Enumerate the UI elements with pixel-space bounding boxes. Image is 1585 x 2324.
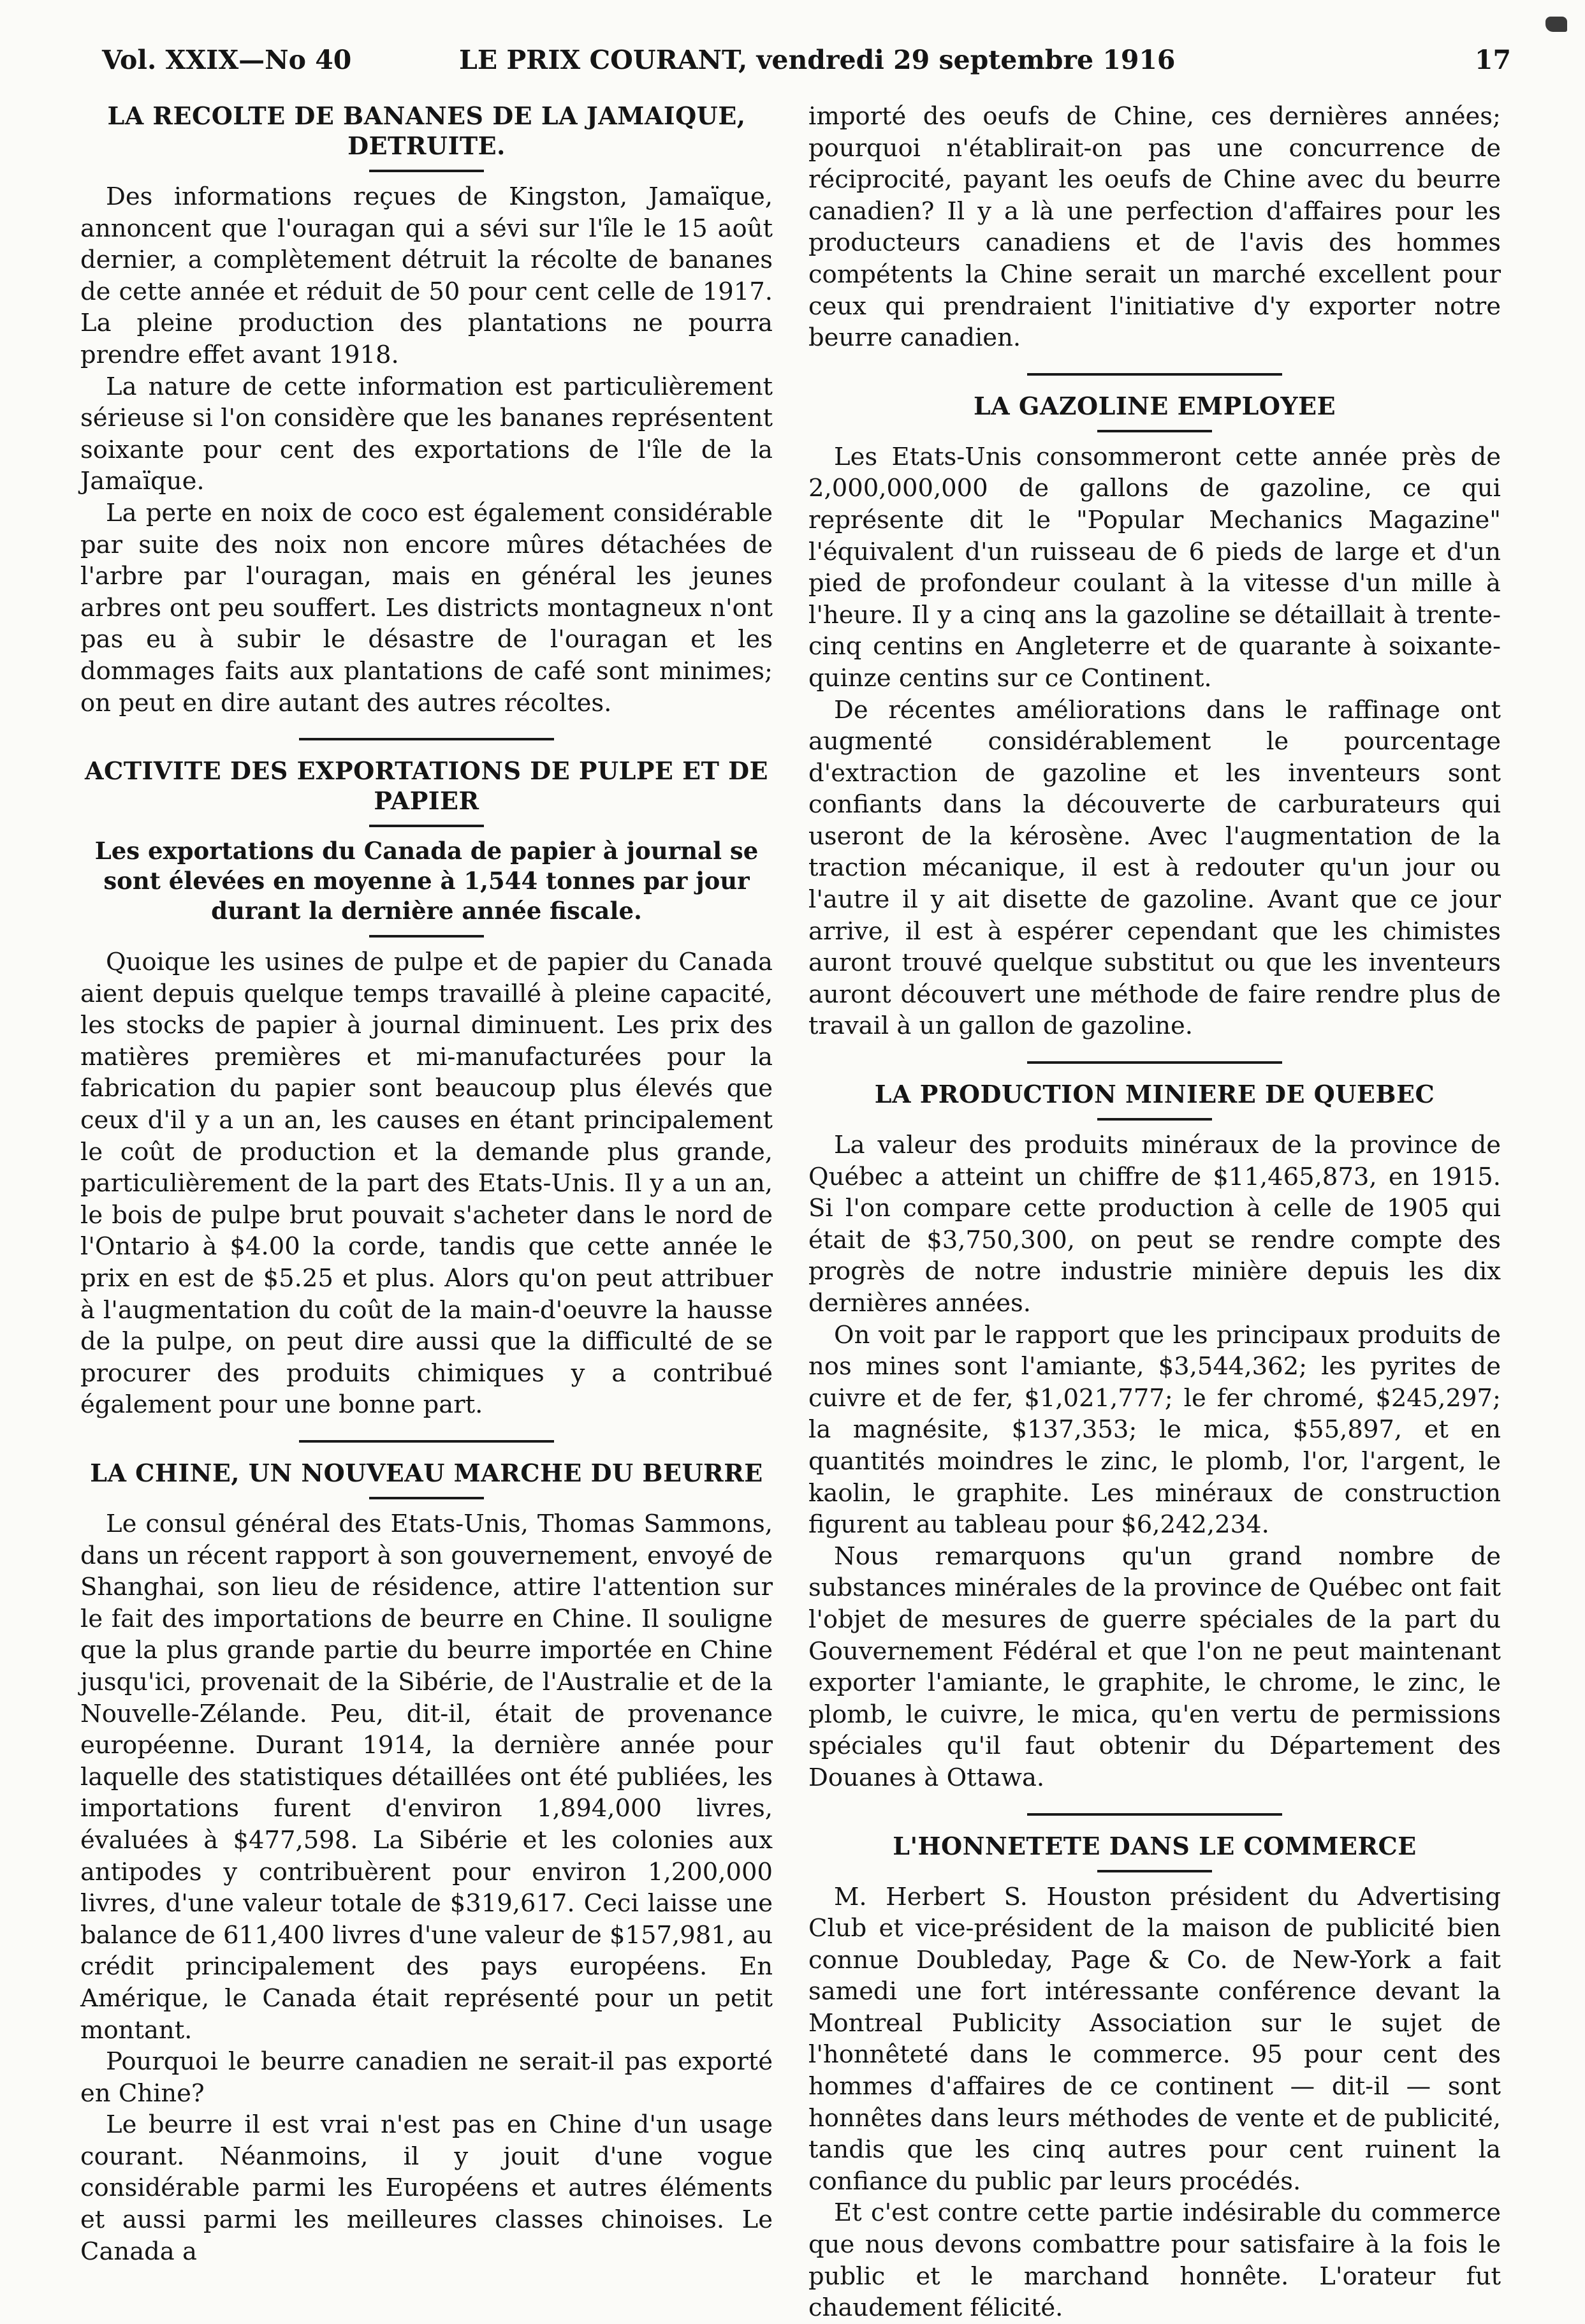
paragraph: On voit par le rapport que les principaux produits de nos mines sont l'amiante, $3,544,362; les pyrites de cuivre et de fer, $1,021,777; le fer chromé, $245,297; la magnésite, $137,353; le mica, $55,897, et en quantités moindres le zinc, le plomb, l'or, l'argent, le kaolin, le graphite. Les minéraux de construction figurent au tableau pour $6,242,234. [808, 1320, 1501, 1540]
article-subtitle: Les exportations du Canada de papier à journal se sont élevées en moyenne à 1,544 tonnes par jour durant la dernière année fiscale. [94, 837, 759, 925]
paragraph: Quoique les usines de pulpe et de papier du Canada aient depuis quelque temps travaillé à pleine capacité, les stocks de papier à journal diminuent. Les prix des matières premières et mi-manufacturées pour la fabrication du papier sont beaucoup plus élevés que ceux d'il y a un an, les causes en étant principalement le coût de production et la demande plus grande, particulièrement de la part des Etats-Unis. Il y a un an, le bois de pulpe brut pouvait s'acheter dans le nord de l'Ontario à $4.00 la corde, tandis que cette année le prix en est de $5.25 et plus. Alors qu'on peut attribuer à l'augmentation du coût de la main-d'oeuvre la hausse de la pulpe, on peut dire aussi que la difficulté de se procurer des produits chimiques y a contribué également pour une bonne part. [80, 948, 773, 1420]
article-title: LA RECOLTE DE BANANES DE LA JAMAIQUE, DETRUITE. [107, 101, 746, 160]
article-title: ACTIVITE DES EXPORTATIONS DE PULPE ET DE PAPIER [84, 756, 769, 816]
paragraph: De récentes améliorations dans le raffinage ont augmenté considérablement le pourcentage d'extraction de gazoline et les inventeurs sont confiants dans la découverte de carburateurs qui useront de la kérosène. Avec l'augmentation de la traction mécanique, il est à redouter qu'un jour ou l'autre il y ait disette de gazoline. Avant que ce jour arrive, il est à espérer cependant que les chimistes auront trouvé quelque substitut ou que les inventeurs auront découvert une méthode de faire rendre plus de travail à un gallon de gazoline. [808, 695, 1501, 1041]
article-pulpe [80, 756, 773, 1421]
divider [369, 170, 484, 172]
article-production-miniere [808, 1079, 1501, 1793]
article-title: LA CHINE, UN NOUVEAU MARCHE DU BEURRE [90, 1459, 763, 1487]
volume-number: Vol. XXIX—No 40 [102, 45, 352, 75]
paragraph: La perte en noix de coco est également considérable par suite des noix non encore mûres détachées de l'arbre par l'ouragan, mais en général les jeunes arbres ont peu souffert. Les districts montagneux n'ont pas eu à subir le désastre de l'ouragan et les dommages faits aux plantations de café sont minimes; on peut en dire autant des autres récoltes. [80, 498, 773, 717]
paragraph: Le consul général des Etats-Unis, Thomas Sammons, dans un récent rapport à son gouvernement, envoyé de Shanghai, son lieu de résidence, attire l'attention sur le fait des importations de beurre en Chine. Il souligne que la plus grande partie du beurre importée en Chine jusqu'ici, provenait de la Sibérie, de l'Australie et de la Nouvelle-Zélande. Peu, dit-il, était de provenance européenne. Durant 1914, la dernière année pour laquelle des statistiques détaillées ont été publiées, les importations furent d'environ 1,894,000 livres, évaluées à $477,598. La Sibérie et les colonies aux antipodes y contribuèrent pour environ 1,200,000 livres, d'une valeur totale de $319,617. Ceci laisse une balance de 611,400 livres d'une valeur de $157,981, au crédit principalement des pays européens. En Amérique, le Canada était représenté pour un petit montant. [80, 1510, 773, 2045]
article-title: LA PRODUCTION MINIERE DE QUEBEC [874, 1080, 1435, 1109]
paragraph: Les Etats-Unis consommeront cette année près de 2,000,000,000 de gallons de gazoline, ce qui représente dit le "Popular Mechanics Magazine" l'équivalent d'un ruisseau de 6 pieds de large et d'un pied de profondeur coulant à la vitesse d'un mille à l'heure. Il y a cinq ans la gazoline se détaillait à trente-cinq centins en Angleterre et de quarante à soixante-quinze centins sur ce Continent. [808, 442, 1501, 693]
divider [369, 825, 484, 827]
article-bananes [80, 101, 773, 719]
paragraph: Des informations reçues de Kingston, Jamaïque, annoncent que l'ouragan qui a sévi sur l'île le 15 août dernier, a complètement détruit la récolte de bananes de cette année et réduit de 50 pour cent celle de 1917. La pleine production des plantations ne pourra prendre effet avant 1918. [80, 182, 773, 369]
right-column [808, 101, 1501, 2324]
article-honnetete [808, 1831, 1501, 2324]
paragraph: La valeur des produits minéraux de la province de Québec a atteint un chiffre de $11,465,873, en 1915. Si l'on compare cette production à celle de 1905 qui était de $3,750,300, on peut se rendre compte des progrès de notre industrie minière depuis les dix dernières années. [808, 1131, 1501, 1318]
divider [369, 1497, 484, 1499]
article-chine-continued [808, 101, 1501, 354]
left-column [80, 101, 773, 2267]
article-title: L'HONNETETE DANS LE COMMERCE [893, 1831, 1417, 1860]
section-divider [1027, 373, 1282, 376]
scan-corner-mark [1545, 17, 1567, 32]
page-number: 17 [1474, 45, 1511, 75]
section-divider [1027, 1061, 1282, 1064]
divider [1097, 1118, 1212, 1121]
divider [1097, 430, 1212, 432]
paragraph: Et c'est contre cette partie indésirable du commerce que nous devons combattre pour satisfaire à la fois le public et le marchand honnête. L'orateur fut chaudement félicité. [808, 2198, 1501, 2323]
article-title: LA GAZOLINE EMPLOYEE [973, 391, 1336, 420]
paragraph: importé des oeufs de Chine, ces dernières années; pourquoi n'établirait-on pas une concurrence de réciprocité, payant les oeufs de Chine avec du beurre canadien? Il y a là une perfection d'affaires pour les producteurs canadiens et de l'avis des hommes compétents la Chine serait un marché excellent pour ceux qui prendraient l'initiative d'y exporter notre beurre canadien. [808, 102, 1501, 353]
page-header [89, 45, 1511, 83]
section-divider [299, 1440, 554, 1443]
newspaper-title-date: LE PRIX COURANT, vendredi 29 septembre 1916 [459, 45, 1176, 75]
article-gazoline [808, 391, 1501, 1042]
paragraph: M. Herbert S. Houston président du Advertising Club et vice-président de la maison de publicité bien connue Doubleday, Page & Co. de New-York a fait samedi une fort intéressante conférence devant la Montreal Publicity Association sur le sujet de l'honnêteté dans le commerce. 95 pour cent des hommes d'affaires de ce continent — dit-il — sont honnêtes dans leurs méthodes de vente et de publicité, tandis que les cinq autres pour cent ruinent la confiance du public par leurs procédés. [808, 1882, 1501, 2196]
paragraph: Le beurre il est vrai n'est pas en Chine d'un usage courant. Néanmoins, il y jouit d'une vogue considérable parmi les Européens et autres éléments et aussi parmi les meilleures classes chinoises. Le Canada a [80, 2110, 773, 2266]
paragraph: Nous remarquons qu'un grand nombre de substances minérales de la province de Québec ont fait l'objet de mesures de guerre spéciales de la part du Gouvernement Fédéral et que l'on ne peut maintenant exporter l'amiante, le graphite, le chrome, le zinc, le plomb, le cuivre, le mica, qu'en vertu de permissions spéciales qu'il faut obtenir du Département des Douanes à Ottawa. [808, 1541, 1501, 1792]
divider [1097, 1870, 1212, 1872]
article-chine [80, 1458, 773, 2267]
section-divider [299, 738, 554, 740]
divider [369, 935, 484, 938]
section-divider [1027, 1813, 1282, 1816]
paragraph: Pourquoi le beurre canadien ne serait-il pas exporté en Chine? [80, 2047, 773, 2108]
paragraph: La nature de cette information est particulièrement sérieuse si l'on considère que les bananes représentent soixante pour cent des exportations de l'île de la Jamaïque. [80, 372, 773, 496]
